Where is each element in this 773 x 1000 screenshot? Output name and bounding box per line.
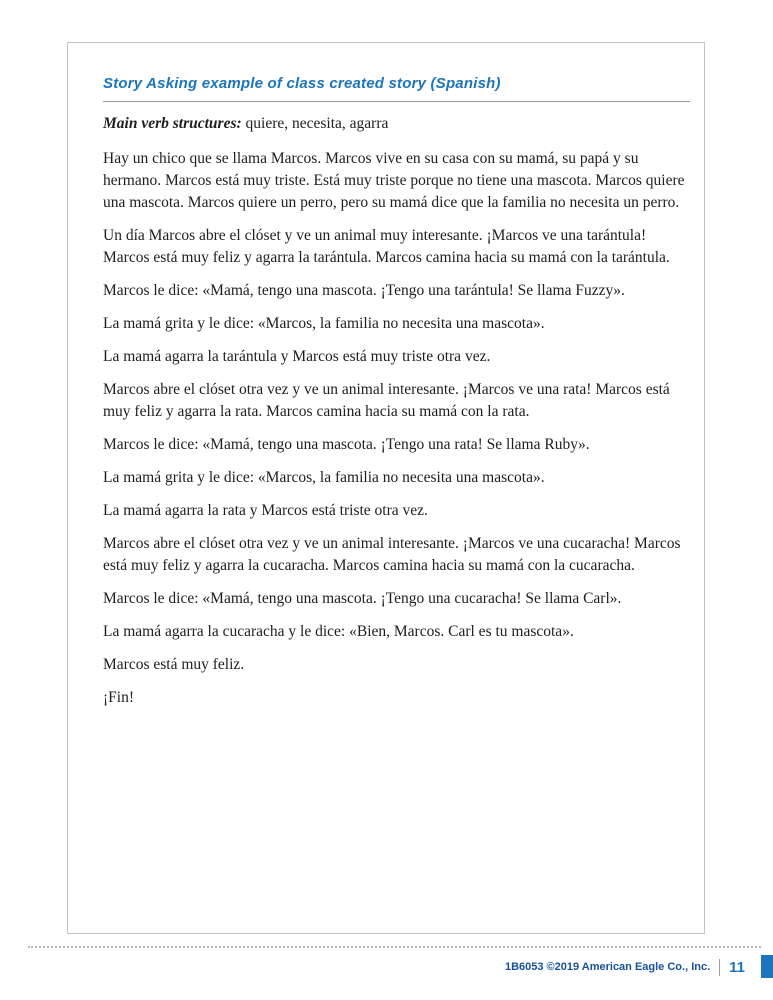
story-paragraph: La mamá agarra la tarántula y Marcos está muy triste otra vez. bbox=[103, 348, 491, 365]
story-paragraph: La mamá grita y le dice: «Marcos, la familia no necesita una mascota». bbox=[103, 469, 545, 486]
content-frame bbox=[67, 42, 705, 934]
footer-separator bbox=[719, 959, 720, 976]
story-paragraph: Hay un chico que se llama Marcos. Marcos vive en su casa con su mamá, su papá y su hermano. Marcos está muy triste. Está muy triste porque no tiene una mascota. Marcos quiere una mascota. Marcos quiere un perro, pero su mamá dice que la familia no necesita un perro. bbox=[103, 150, 685, 211]
footer bbox=[505, 955, 745, 979]
title-divider bbox=[103, 101, 690, 102]
page-title: Story Asking example of class created story (Spanish) bbox=[103, 75, 501, 92]
story-paragraph: ¡Fin! bbox=[103, 689, 134, 706]
page-number: 11 bbox=[729, 958, 745, 976]
story-paragraph: La mamá agarra la rata y Marcos está triste otra vez. bbox=[103, 502, 428, 519]
main-verb-label: Main verb structures: bbox=[103, 115, 242, 132]
story-paragraph: Marcos abre el clóset otra vez y ve un animal interesante. ¡Marcos ve una cucaracha! Marcos está muy feliz y agarra la cucaracha. Marcos camina hacia su mamá con la cucaracha. bbox=[103, 535, 681, 574]
story-paragraph: La mamá agarra la cucaracha y le dice: «Bien, Marcos. Carl es tu mascota». bbox=[103, 623, 574, 640]
story-paragraph: Marcos le dice: «Mamá, tengo una mascota. ¡Tengo una cucaracha! Se llama Carl». bbox=[103, 590, 622, 607]
main-verb-structures-line bbox=[103, 115, 690, 133]
story-paragraph: La mamá grita y le dice: «Marcos, la familia no necesita una mascota». bbox=[103, 315, 545, 332]
story-paragraph: Marcos está muy feliz. bbox=[103, 656, 245, 673]
footer-imprint: 1B6053 ©2019 American Eagle Co., Inc. bbox=[504, 961, 711, 973]
main-verb-list: quiere, necesita, agarra bbox=[241, 115, 389, 132]
story-paragraph: Un día Marcos abre el clóset y ve un animal muy interesante. ¡Marcos ve una tarántula! Marcos está muy feliz y agarra la tarántula. Marcos camina hacia su mamá con la tarántula. bbox=[103, 227, 670, 266]
footer-dotted-rule bbox=[28, 946, 761, 948]
story-paragraph: Marcos le dice: «Mamá, tengo una mascota. ¡Tengo una rata! Se llama Ruby». bbox=[103, 436, 590, 453]
story-paragraph: Marcos abre el clóset otra vez y ve un animal interesante. ¡Marcos ve una rata! Marcos está muy feliz y agarra la rata. Marcos camina hacia su mamá con la rata. bbox=[103, 381, 670, 420]
page-corner-tab bbox=[761, 955, 773, 978]
story-paragraph: Marcos le dice: «Mamá, tengo una mascota. ¡Tengo una tarántula! Se llama Fuzzy». bbox=[103, 282, 625, 299]
